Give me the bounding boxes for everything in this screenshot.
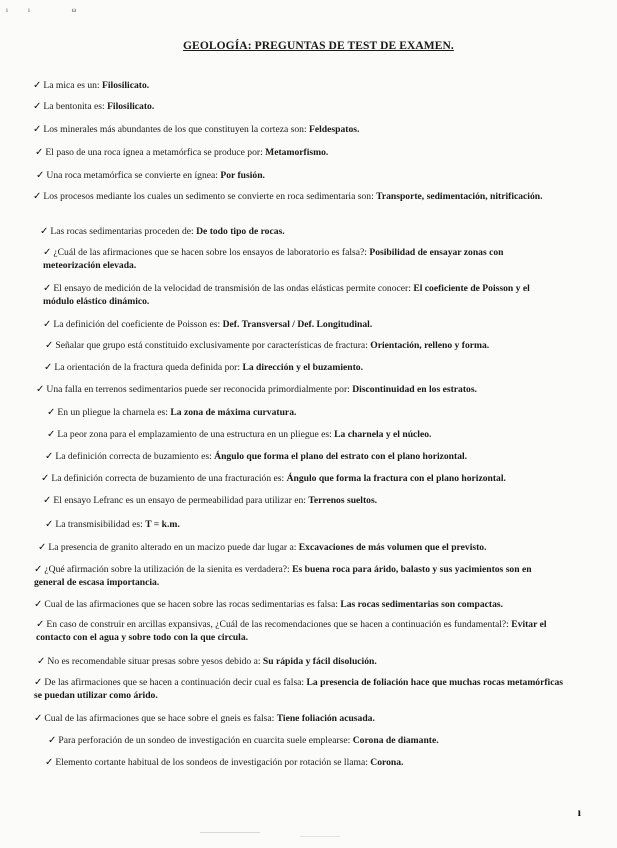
question-text: En caso de construir en arcillas expansivas, ¿Cuál de las recomendaciones que se hacen a continuación es fundamental?: xyxy=(46,619,512,630)
list-item xyxy=(45,518,180,531)
list-item xyxy=(40,225,285,238)
answer-text: La zona de máxima curvatura. xyxy=(170,407,297,418)
answer-text: La charnela y el núcleo. xyxy=(334,429,432,440)
check-mark-icon: ✓ xyxy=(41,473,50,484)
question-text: La definición correcta de buzamiento de una fracturación es: xyxy=(51,473,287,484)
question-text: En un pliegue la charnela es: xyxy=(57,407,171,418)
answer-text: El coeficiente de Poisson y el módulo elástico dinámico. xyxy=(43,283,530,307)
list-item xyxy=(48,734,439,747)
answer-text: Las rocas sedimentarias son compactas. xyxy=(340,599,504,610)
list-item xyxy=(36,383,477,396)
check-mark-icon: ✓ xyxy=(36,384,45,395)
check-mark-icon: ✓ xyxy=(47,429,56,440)
check-mark-icon: ✓ xyxy=(43,495,52,506)
answer-text: Tiene foliación acusada. xyxy=(276,713,375,724)
page-mark: ı xyxy=(577,805,581,819)
question-text: El ensayo Lefranc es un ensayo de permeabilidad para utilizar en: xyxy=(53,495,309,506)
answer-text: Def. Transversal / Def. Longitudinal. xyxy=(222,319,373,330)
list-item xyxy=(36,169,265,182)
question-text: Cual de las afirmaciones que se hacen sobre las rocas sedimentarias es falsa: xyxy=(44,599,341,610)
check-mark-icon: ✓ xyxy=(34,564,43,575)
check-mark-icon: ✓ xyxy=(43,247,52,258)
scan-artifact xyxy=(200,832,260,833)
check-mark-icon: ✓ xyxy=(34,713,43,724)
list-item xyxy=(34,598,503,611)
list-item xyxy=(38,541,486,554)
list-item xyxy=(45,339,489,352)
check-mark-icon: ✓ xyxy=(38,542,47,553)
list-item xyxy=(34,676,564,702)
question-text: Las rocas sedimentarias proceden de: xyxy=(50,226,197,237)
answer-text: Feldespatos. xyxy=(309,124,360,135)
page-title: GEOLOGÍA: PREGUNTAS DE TEST DE EXAMEN. xyxy=(183,40,454,52)
list-item xyxy=(43,282,563,308)
question-text: Para perforación de un sondeo de investigación en cuarcita suele emplearse: xyxy=(58,735,353,746)
check-mark-icon: ✓ xyxy=(45,451,54,462)
check-mark-icon: ✓ xyxy=(45,340,54,351)
question-text: Señalar que grupo está constituido exclusivamente por características de fractura: xyxy=(55,340,371,351)
answer-text: Metamorfismo. xyxy=(265,147,329,158)
answer-text: Ángulo que forma el plano del estrato con el plano horizontal. xyxy=(214,451,468,462)
check-mark-icon: ✓ xyxy=(43,283,52,294)
check-mark-icon: ✓ xyxy=(47,407,56,418)
check-mark-icon: ✓ xyxy=(34,677,43,688)
question-text: Cual de las afirmaciones que se hace sobre el gneis es falsa: xyxy=(44,713,277,724)
question-text: La definición correcta de buzamiento es: xyxy=(55,451,215,462)
list-item xyxy=(43,246,563,272)
list-item xyxy=(33,190,561,203)
check-mark-icon: ✓ xyxy=(36,170,45,181)
answer-text: Evitar el contacto con el agua y sobre todo con la que circula. xyxy=(36,619,547,643)
check-mark-icon: ✓ xyxy=(43,319,52,330)
answer-text: De todo tipo de rocas. xyxy=(196,226,285,237)
question-text: Elemento cortante habitual de los sondeos de investigación por rotación se llama: xyxy=(55,757,371,768)
check-mark-icon: ✓ xyxy=(33,101,42,112)
answer-text: Por fusión. xyxy=(220,170,265,181)
answer-text: Terrenos sueltos. xyxy=(308,495,378,506)
answer-text: Corona de diamante. xyxy=(352,735,439,746)
answer-text: Posibilidad de ensayar zonas con meteorización elevada. xyxy=(43,247,504,271)
check-mark-icon: ✓ xyxy=(36,619,45,630)
answer-text: Ángulo que forma la fractura con el plano horizontal. xyxy=(286,473,506,484)
answer-text: La presencia de foliación hace que muchas rocas metamórficas se puedan utilizar como árido. xyxy=(34,677,564,701)
question-text: La definición del coeficiente de Poisson es: xyxy=(53,319,223,330)
list-item xyxy=(45,756,403,769)
question-text: La bentonita es: xyxy=(43,101,108,112)
list-item xyxy=(47,428,431,441)
check-mark-icon: ✓ xyxy=(35,147,44,158)
answer-text: Filosilicato. xyxy=(102,80,150,91)
list-item xyxy=(36,618,564,644)
question-text: El paso de una roca ígnea a metamórfica se produce por: xyxy=(45,147,266,158)
check-mark-icon: ✓ xyxy=(33,124,42,135)
check-mark-icon: ✓ xyxy=(33,80,42,91)
question-text: Una falla en terrenos sedimentarios puede ser reconocida primordialmente por: xyxy=(46,384,353,395)
question-text: La mica es un: xyxy=(43,80,102,91)
check-mark-icon: ✓ xyxy=(48,735,57,746)
list-item xyxy=(35,146,328,159)
list-item xyxy=(33,100,154,113)
list-item xyxy=(33,123,359,136)
answer-text: Filosilicato. xyxy=(107,101,155,112)
answer-text: Orientación, relleno y forma. xyxy=(370,340,490,351)
list-item xyxy=(43,494,377,507)
answer-text: La dirección y el buzamiento. xyxy=(242,362,363,373)
check-mark-icon: ✓ xyxy=(45,519,54,530)
answer-text: Su rápida y fácil disolución. xyxy=(262,656,377,667)
list-item xyxy=(44,361,363,374)
list-item xyxy=(41,472,506,485)
list-item xyxy=(37,655,377,668)
list-item xyxy=(47,406,296,419)
question-text: No es recomendable situar presas sobre yesos debido a: xyxy=(47,656,263,667)
list-item xyxy=(43,318,372,331)
question-text: La peor zona para el emplazamiento de una estructura en un pliegue es: xyxy=(57,429,335,440)
answer-text: Discontinuidad en los estratos. xyxy=(352,384,477,395)
list-item xyxy=(45,450,467,463)
check-mark-icon: ✓ xyxy=(40,226,49,237)
question-text: La orientación de la fractura queda definida por: xyxy=(54,362,243,373)
check-mark-icon: ✓ xyxy=(37,656,46,667)
question-text: Los procesos mediante los cuales un sedimento se convierte en roca sedimentaria son: xyxy=(43,191,377,202)
question-text: La presencia de granito alterado en un macizo puede dar lugar a: xyxy=(48,542,299,553)
question-text: Una roca metamórfica se convierte en ígnea: xyxy=(46,170,221,181)
answer-text: Excavaciones de más volumen que el previsto. xyxy=(298,542,487,553)
scan-artifact xyxy=(300,836,340,837)
question-text: La transmisibilidad es: xyxy=(55,519,146,530)
question-text: ¿Cuál de las afirmaciones que se hacen sobre los ensayos de laboratorio es falsa?: xyxy=(53,247,370,258)
corner-marks: ıı ω xyxy=(6,6,97,14)
answer-text: Es buena roca para árido, balasto y sus yacimientos son en general de escasa importancia. xyxy=(34,564,532,588)
question-text: De las afirmaciones que se hacen a continuación decir cual es falsa: xyxy=(44,677,307,688)
check-mark-icon: ✓ xyxy=(45,757,54,768)
list-item xyxy=(33,79,149,92)
question-text: Los minerales más abundantes de los que constituyen la corteza son: xyxy=(43,124,310,135)
list-item xyxy=(34,563,564,589)
list-item xyxy=(34,712,375,725)
answer-text: Transporte, sedimentación, nitrificación. xyxy=(376,191,543,202)
question-text: El ensayo de medición de la velocidad de transmisión de las ondas elásticas permite conocer: xyxy=(53,283,414,294)
check-mark-icon: ✓ xyxy=(44,362,53,373)
check-mark-icon: ✓ xyxy=(34,599,43,610)
answer-text: T = k.m. xyxy=(145,519,180,530)
question-text: ¿Qué afirmación sobre la utilización de la sienita es verdadera?: xyxy=(44,564,293,575)
check-mark-icon: ✓ xyxy=(33,191,42,202)
answer-text: Corona. xyxy=(370,757,404,768)
